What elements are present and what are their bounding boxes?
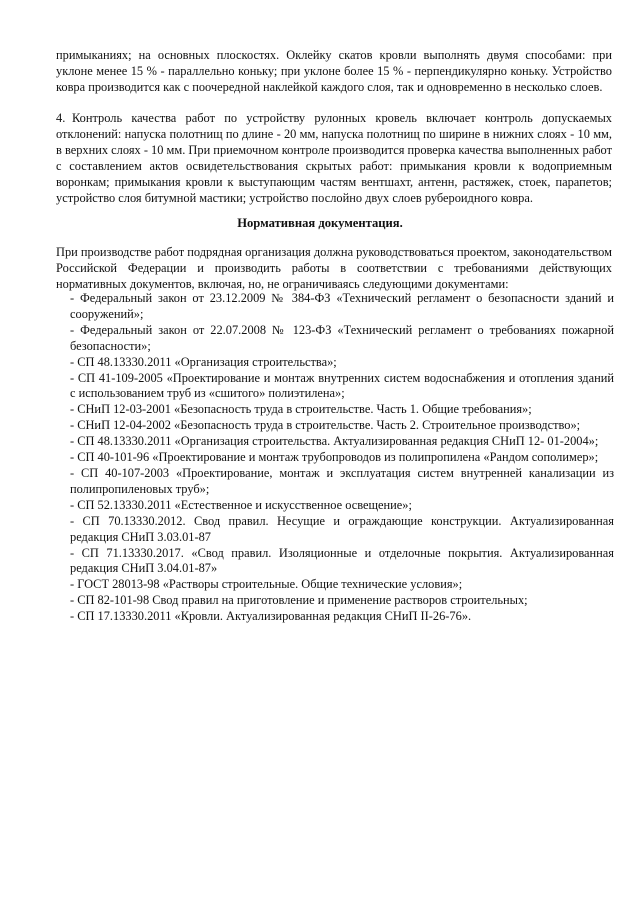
item-number: 4.: [56, 111, 66, 125]
document-item: - СП 40-107-2003 «Проектирование, монтаж и эксплуатация систем внутренней канализации из полипропиленовых труб»;: [70, 465, 614, 496]
document-item: - СНиП 12-04-2002 «Безопасность труда в строительстве. Часть 2. Строительное производство»;: [70, 418, 581, 433]
document-item: - СП 48.13330.2011 «Организация строительства»;: [70, 354, 337, 369]
continuation-paragraph: [56, 48, 612, 96]
document-item: - Федеральный закон от 23.12.2009 № 384-ФЗ «Технический регламент о безопасности зданий и сооружений»;: [70, 291, 614, 321]
list-item-4: [56, 111, 612, 206]
intro-text: При производстве работ подрядная организация должна руководствоваться проектом, законодательством Российской Федерации и производить работы в соответствии с требованиями действующих нормативных документов, включая, но, не ограничиваясь следующими документами:: [56, 245, 612, 291]
document-item: - ГОСТ 28013-98 «Растворы строительные. Общие технические условия»;: [70, 577, 463, 592]
documents-list: [56, 291, 614, 625]
document-item: - СНиП 12-03-2001 «Безопасность труда в строительстве. Часть 1. Общие требования»;: [70, 402, 532, 417]
document-item: - СП 48.13330.2011 «Организация строительства. Актуализированная редакция СНиП 12- 01-2004»;: [70, 434, 599, 449]
item-text: Контроль качества работ по устройству рулонных кровель включает контроль допускаемых отклонений: напуска полотнищ по длине - 20 мм, напуска полотнищ по ширине в нижних слоях - 10 мм, в верхних слоях - 10 мм. При приемочном контроле производится проверка качества выполненных работ с составлением актов освидетельствования скрытых работ: примыкания кровли к водоприемным воронкам; примыкания кровли к выступающим частям вентшахт, антенн, растяжек, стоек, парапетов; устройство слоя битумной мастики; устройство послойно двух слоев рубероидного ковра.: [56, 111, 612, 205]
section-heading: Нормативная документация.: [237, 216, 403, 230]
document-item: - СП 52.13330.2011 «Естественное и искусственное освещение»;: [70, 497, 412, 512]
document-item: - СП 82-101-98 Свод правил на приготовление и применение растворов строительных;: [70, 593, 528, 608]
document-item: - СП 40-101-96 «Проектирование и монтаж трубопроводов из полипропилена «Рандом сополимер»;: [70, 450, 599, 465]
intro-paragraph: [56, 245, 612, 293]
document-item: - Федеральный закон от 22.07.2008 № 123-ФЗ «Технический регламент о требованиях пожарной безопасности»;: [70, 322, 614, 353]
document-item: - СП 17.13330.2011 «Кровли. Актуализированная редакция СНиП II-26-76».: [70, 609, 472, 624]
document-item: - СП 70.13330.2012. Свод правил. Несущие и ограждающие конструкции. Актуализированная редакция СНиП 3.03.01-87: [70, 513, 614, 544]
document-item: - СП 71.13330.2017. «Свод правил. Изоляционные и отделочные покрытия. Актуализированная редакция СНиП 3.04.01-87»: [70, 545, 614, 576]
document-item: - СП 41-109-2005 «Проектирование и монтаж внутренних систем водоснабжения и отопления зданий с использованием труб из «сшитого» полиэтилена»;: [70, 370, 614, 401]
continuation-text: примыканиях; на основных плоскостях. Оклейку скатов кровли выполнять двумя способами: при уклоне менее 15 % - параллельно коньку; при уклоне более 15 % - перпендикулярно коньку. Устройство ковра производится как с поочередной наклейкой каждого слоя, так и одновременно в несколько слоев.: [56, 48, 612, 94]
